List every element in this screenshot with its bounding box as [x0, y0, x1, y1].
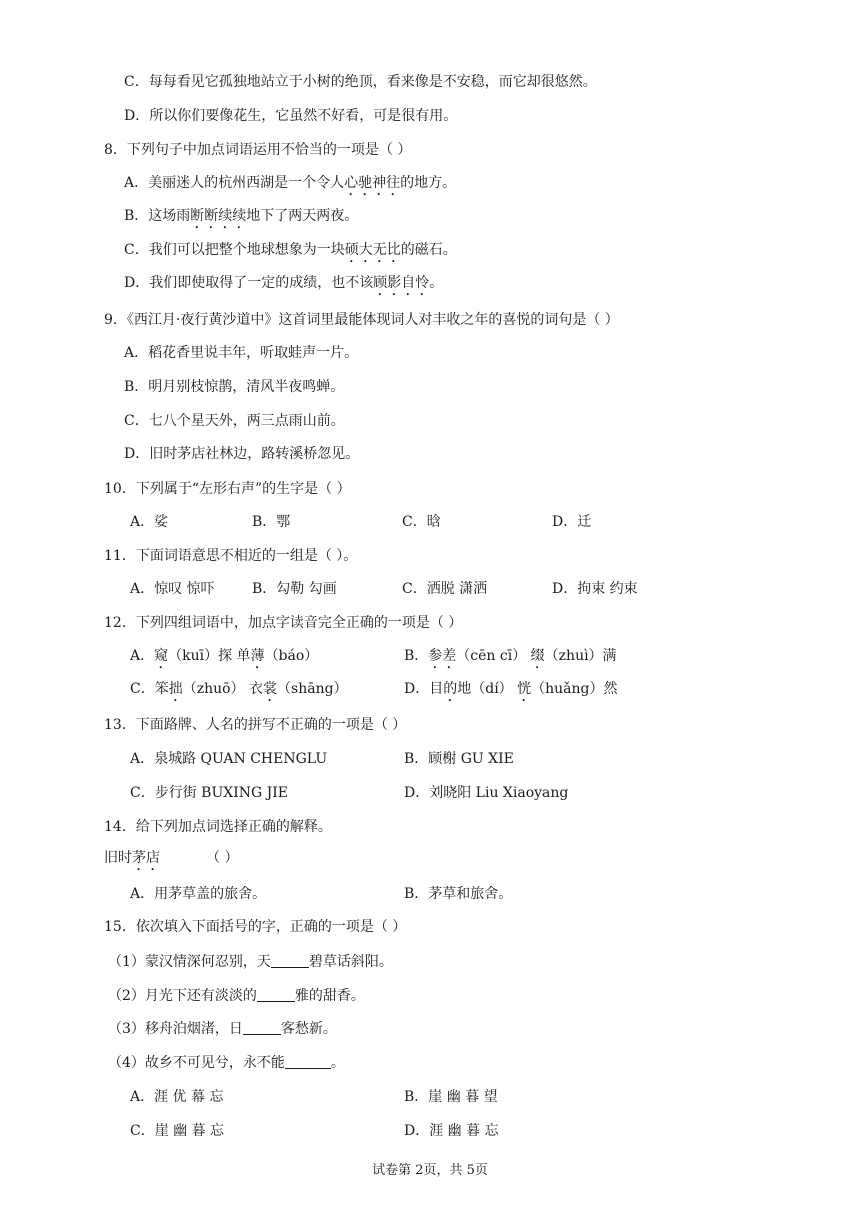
q9-option-c: C．七八个星天外，两三点雨山前。 [124, 413, 345, 429]
q14-option-b: B．茅草和旅舍。 [404, 886, 513, 902]
q14-option-a: A．用茅草盖的旅舍。 [130, 886, 267, 902]
q8-stem: 8．下列句子中加点词语运用不恰当的一项是（ ） [104, 142, 412, 158]
q8-option-a: A．美丽迷人的杭州西湖是一个令人心驰神往的地方。 [124, 175, 457, 191]
q15-sentence-1: （1）蒙汉情深何忍别，天 碧草话斜阳。 [108, 954, 393, 970]
q11-option-d: D．拘束 约束 [552, 581, 638, 597]
q14-phrase: 旧时茅店 [104, 850, 160, 866]
q13-option-a: A．泉城路 QUAN CHENGLU [130, 751, 328, 767]
q15-stem: 15．依次填入下面括号的字，正确的一项是（ ） [104, 919, 407, 935]
q15-option-a: A．涯 优 幕 忘 [130, 1089, 224, 1105]
q9-option-b: B．明月别枝惊鹊，清风半夜鸣蝉。 [124, 379, 345, 395]
q8-option-c: C．我们可以把整个地球想象为一块硕大无比的磁石。 [124, 242, 457, 258]
page-footer: 试卷第 2页，共 5页 [372, 1163, 488, 1178]
q10-option-b: B．鄂 [252, 514, 291, 530]
q12-option-a: A．窥（kuī）探 单薄（báo） [130, 648, 319, 664]
q9-option-d: D．旧时茅店社林边，路转溪桥忽见。 [124, 446, 360, 462]
q8-dotted-word-d: 顾影自怜 [373, 275, 430, 291]
q15-sentence-2: （2）月光下还有淡淡的 雅的甜香。 [108, 988, 365, 1004]
q15-sentence-4: （4）故乡不可见兮，永不能 。 [108, 1055, 345, 1071]
q10-option-a: A．娑 [130, 514, 169, 530]
fill-blank [257, 987, 295, 1002]
q15-option-b: B．崖 幽 暮 望 [404, 1089, 498, 1105]
q14-stem: 14．给下列加点词选择正确的解释。 [104, 819, 332, 835]
q10-stem: 10．下列属于“左形右声”的生字是（ ） [104, 481, 351, 497]
q12-dotted-char: 窥 [154, 648, 169, 664]
q10-option-c: C．晗 [402, 514, 441, 530]
q7-option-c: C．每每看见它孤独地站立于小树的绝顶，看来像是不安稳，而它却很悠然。 [124, 74, 597, 90]
q8-dotted-word-c: 硕大无比 [344, 242, 401, 258]
q11-option-b: B．勾勒 勾画 [252, 581, 337, 597]
q12-dotted-char: 裳 [263, 681, 278, 697]
fill-blank [243, 1020, 281, 1035]
q15-sentence-3: （3）移舟泊烟渚，日 客愁新。 [108, 1021, 337, 1037]
q12-dotted-char: 恍 [517, 681, 532, 697]
q12-option-b: B．参差（cēn cī） 缀（zhuì）满 [404, 648, 617, 664]
fill-blank [285, 1054, 331, 1069]
q15-option-c: C．崖 幽 暮 忘 [130, 1123, 225, 1139]
q12-option-c: C．笨拙（zhuō） 衣裳（shāng） [130, 681, 348, 697]
q12-dotted-char: 缀 [530, 648, 545, 664]
q12-dotted-char: 参差 [428, 648, 457, 664]
q13-option-b: B．顾榭 GU XIE [404, 751, 514, 767]
q8-dotted-word-b: 断断续续 [190, 208, 247, 224]
q12-dotted-char: 的 [443, 681, 458, 697]
q10-option-d: D．迁 [552, 514, 592, 530]
q7-option-d: D．所以你们要像花生，它虽然不好看，可是很有用。 [124, 108, 458, 124]
q9-stem: 9．《西江月·夜行黄沙道中》这首词里最能体现词人对丰收之年的喜悦的词句是（ ） [104, 312, 619, 328]
q9-option-a: A．稻花香里说丰年，听取蛙声一片。 [124, 345, 359, 361]
q11-option-c: C．洒脱 潇洒 [402, 581, 488, 597]
q12-stem: 12．下列四组词语中，加点字读音完全正确的一项是（ ） [104, 615, 463, 631]
q14-dotted-word: 茅店 [132, 850, 160, 866]
q12-dotted-char: 薄 [250, 648, 265, 664]
q8-dotted-word-a: 心驰神往 [344, 175, 401, 191]
q8-option-d: D．我们即使取得了一定的成绩，也不该顾影自怜。 [124, 275, 444, 291]
q8-option-b: B．这场雨断断续续地下了两天两夜。 [124, 208, 359, 224]
q13-stem: 13．下面路牌、人名的拼写不正确的一项是（ ） [104, 717, 407, 733]
q14-answer-paren: （ ） [206, 850, 239, 866]
q11-stem: 11．下面词语意思不相近的一组是（ ）。 [104, 548, 358, 564]
q13-option-c: C．步行街 BUXING JIE [130, 785, 288, 801]
q13-option-d: D．刘晓阳 Liu Xiaoyang [404, 785, 569, 801]
q15-option-d: D．涯 幽 暮 忘 [404, 1123, 499, 1139]
q12-option-d: D．目的地（dí） 恍（huǎng）然 [404, 681, 618, 697]
q12-dotted-char: 拙 [168, 681, 183, 697]
fill-blank [271, 953, 309, 968]
q11-option-a: A．惊叹 惊吓 [130, 581, 215, 597]
